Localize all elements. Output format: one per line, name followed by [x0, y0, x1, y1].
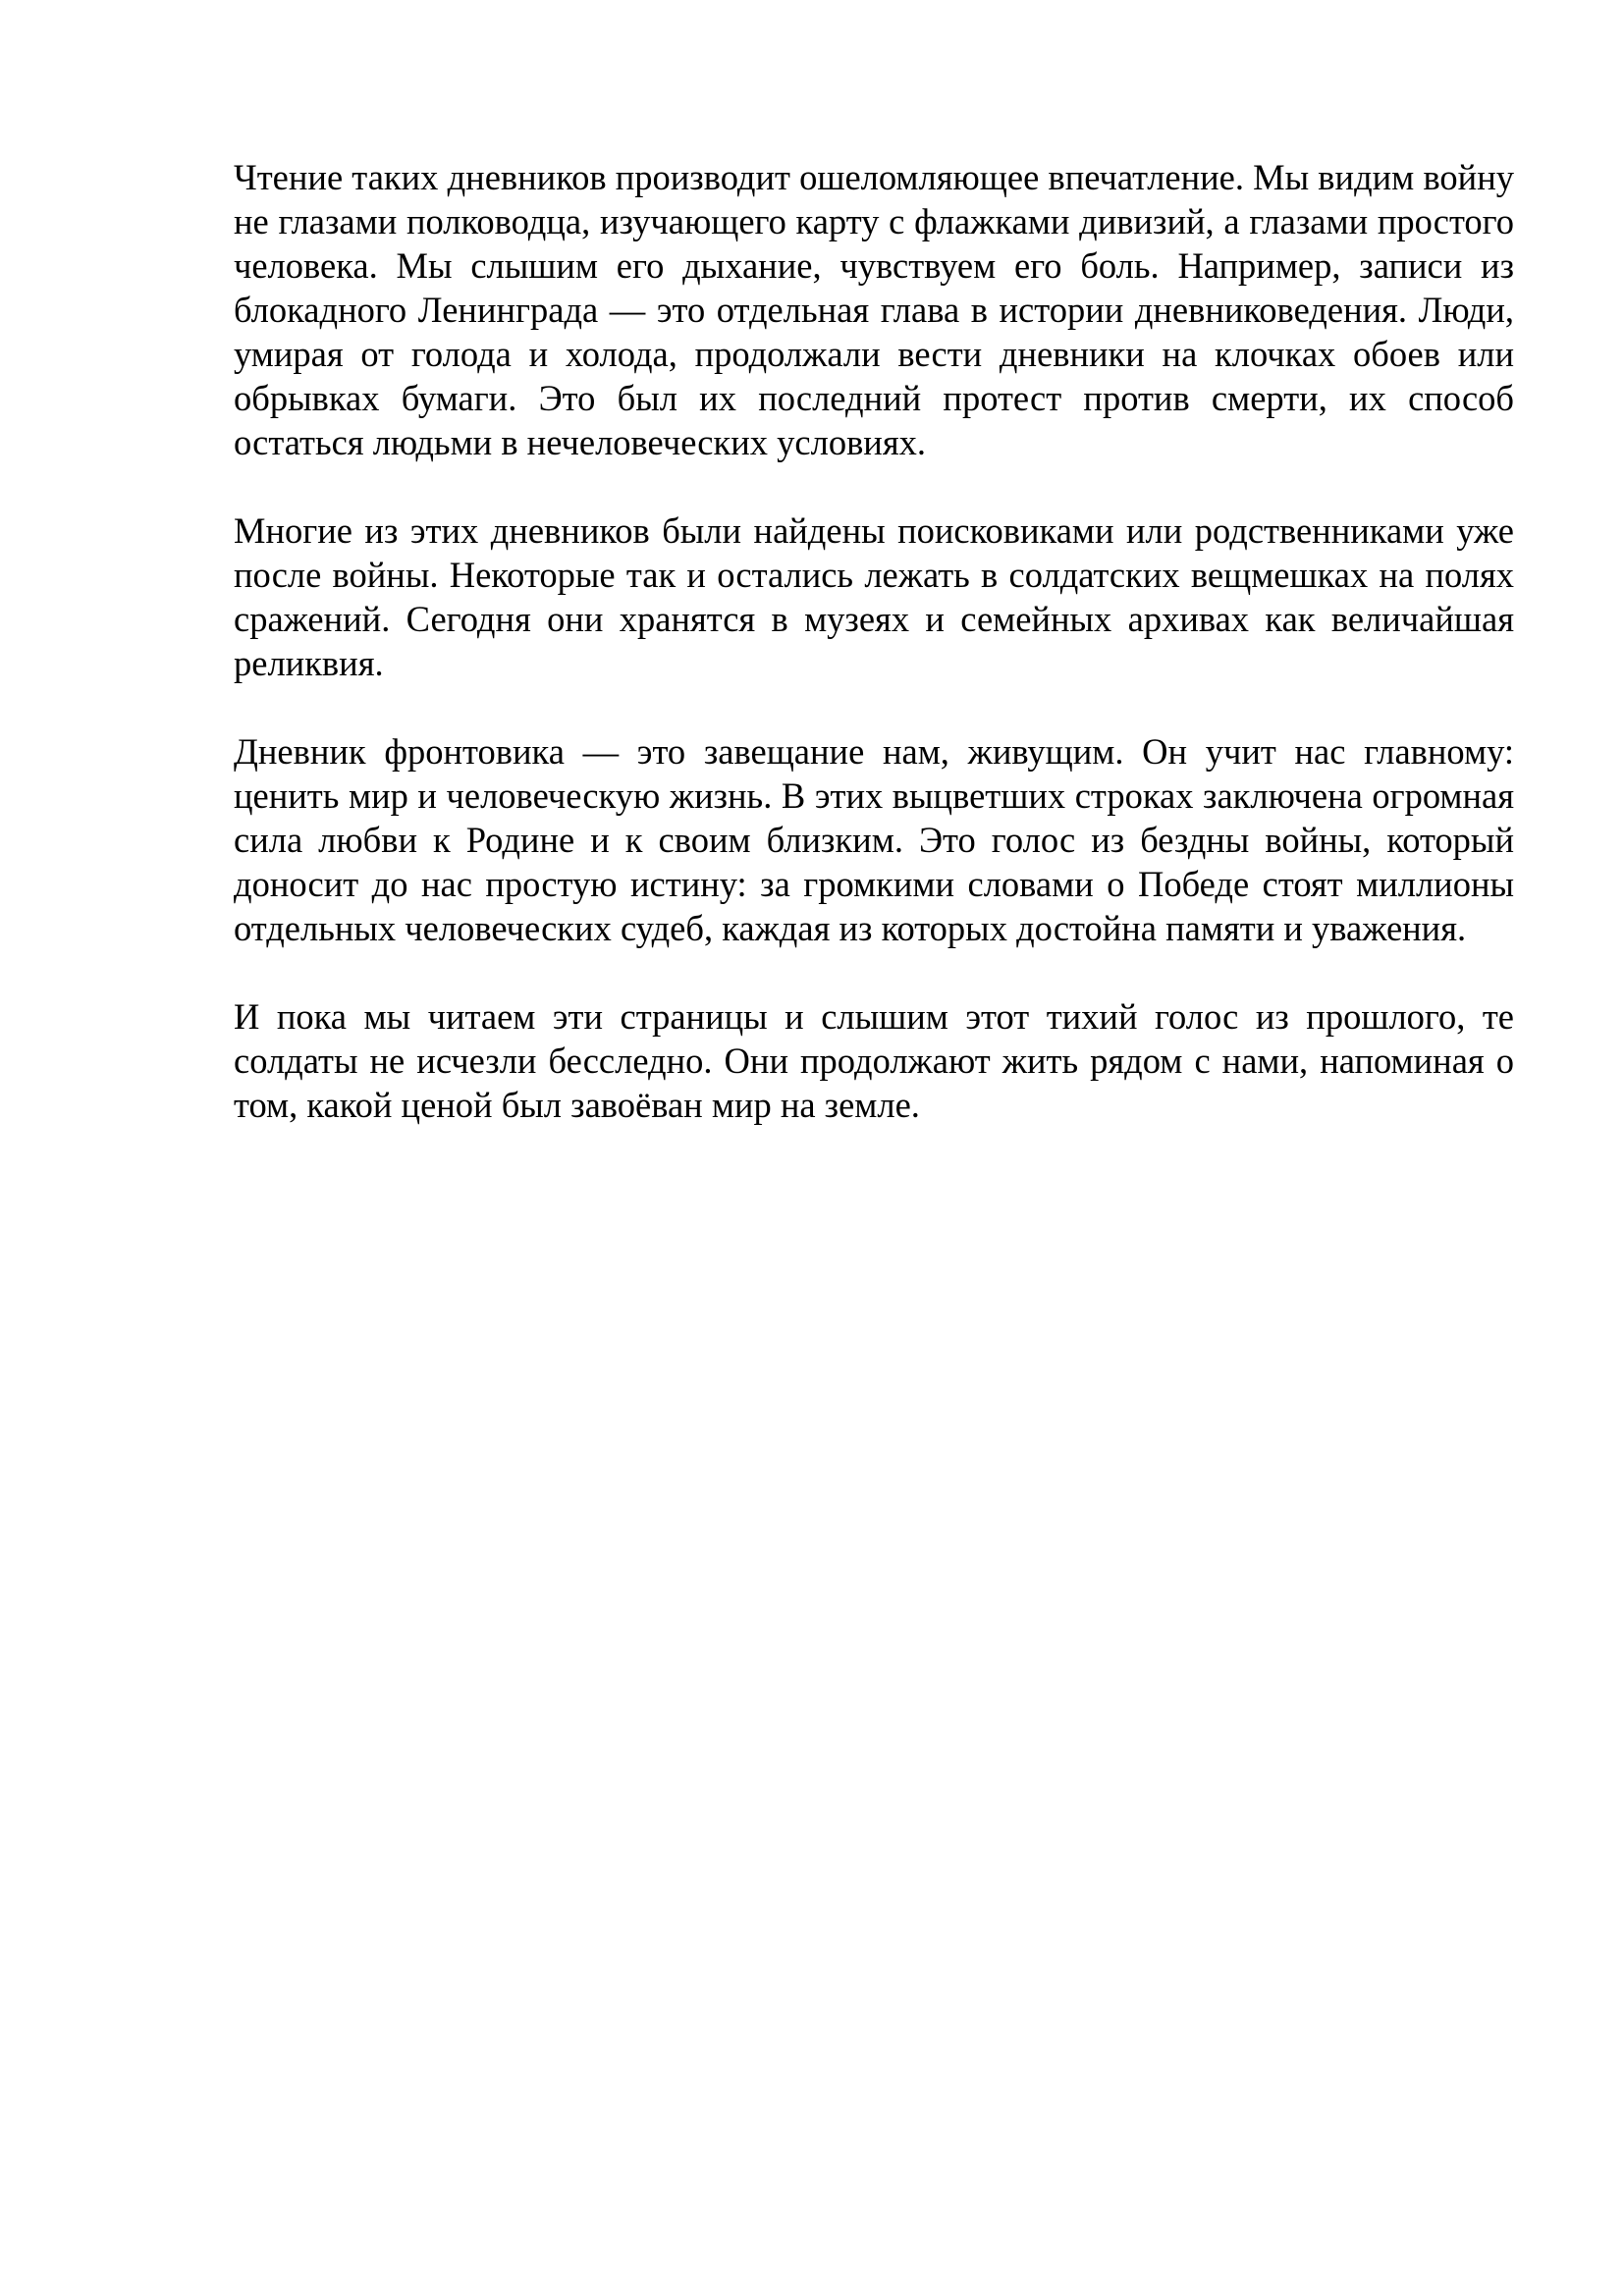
paragraph-2: Многие из этих дневников были найдены поисковиками или родственниками уже после войны. Некоторые так и остались лежать в солдатских вещмешках на полях сражений. Сегодня они хранятся в музеях и семейных архивах как величайшая реликвия.	[234, 510, 1514, 683]
paragraph-3: Дневник фронтовика — это завещание нам, живущим. Он учит нас главному: ценить мир и человеческую жизнь. В этих выцветших строках заключена огромная сила любви к Родине и к своим близким. Это голос из бездны войны, который доносит до нас простую истину: за громкими словами о Победе стоят миллионы отдельных человеческих судеб, каждая из которых достойна памяти и уважения.	[234, 731, 1514, 948]
document-body	[234, 155, 1514, 1171]
paragraph-1: Чтение таких дневников производит ошеломляющее впечатление. Мы видим войну не глазами полководца, изучающего карту с флажками дивизий, а глазами простого человека. Мы слышим его дыхание, чувствуем его боль. Например, записи из блокадного Ленинграда — это отдельная глава в истории дневниковедения. Люди, умирая от голода и холода, продолжали вести дневники на клочках обоев или обрывках бумаги. Это был их последний протест против смерти, их способ остаться людьми в нечеловеческих условиях.	[234, 157, 1514, 462]
paragraph-4: И пока мы читаем эти страницы и слышим этот тихий голос из прошлого, те солдаты не исчезли бесследно. Они продолжают жить рядом с нами, напоминая о том, какой ценой был завоёван мир на земле.	[234, 996, 1514, 1125]
